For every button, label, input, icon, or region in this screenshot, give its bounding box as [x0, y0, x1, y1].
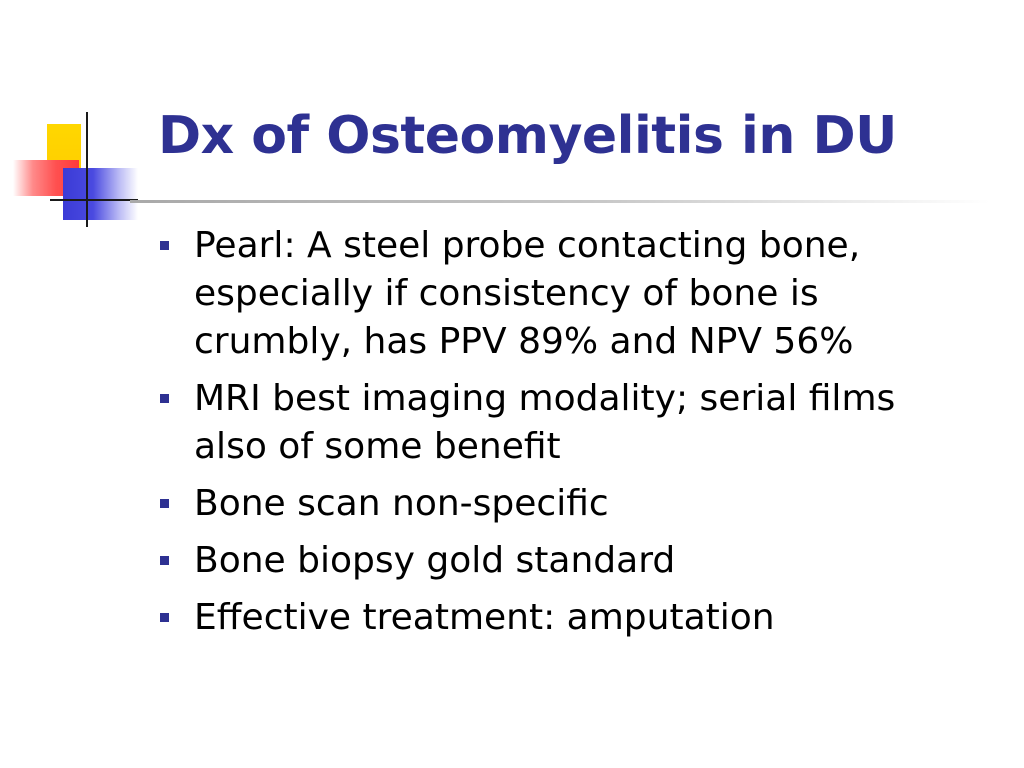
- square-bullet-icon: [160, 499, 169, 508]
- bullet-text: Pearl: A steel probe contacting bone, especially if consistency of bone is crumbly, has PPV 89% and NPV 56%: [194, 225, 861, 362]
- bullet-text: MRI best imaging modality; serial films also of some benefit: [194, 378, 896, 467]
- square-bullet-icon: [160, 394, 169, 403]
- bullet-item: [160, 594, 920, 642]
- bullet-text: Bone scan non-specific: [194, 483, 609, 524]
- bullet-item: [160, 375, 920, 471]
- bullet-text: Effective treatment: amputation: [194, 597, 775, 638]
- square-bullet-icon: [160, 613, 169, 622]
- slide-title: Dx of Osteomyelitis in DU: [158, 106, 897, 166]
- bullet-list: [160, 222, 920, 651]
- square-bullet-icon: [160, 556, 169, 565]
- bullet-item: [160, 537, 920, 585]
- vertical-line-shape: [86, 112, 88, 227]
- square-bullet-icon: [160, 241, 169, 250]
- horizontal-line-shape: [50, 199, 138, 201]
- bullet-text: Bone biopsy gold standard: [194, 540, 676, 581]
- blue-gradient-shape: [63, 168, 138, 220]
- bullet-item: [160, 222, 920, 366]
- bullet-item: [160, 480, 920, 528]
- color-blocks-logo: [0, 0, 160, 240]
- title-underline: [130, 200, 990, 203]
